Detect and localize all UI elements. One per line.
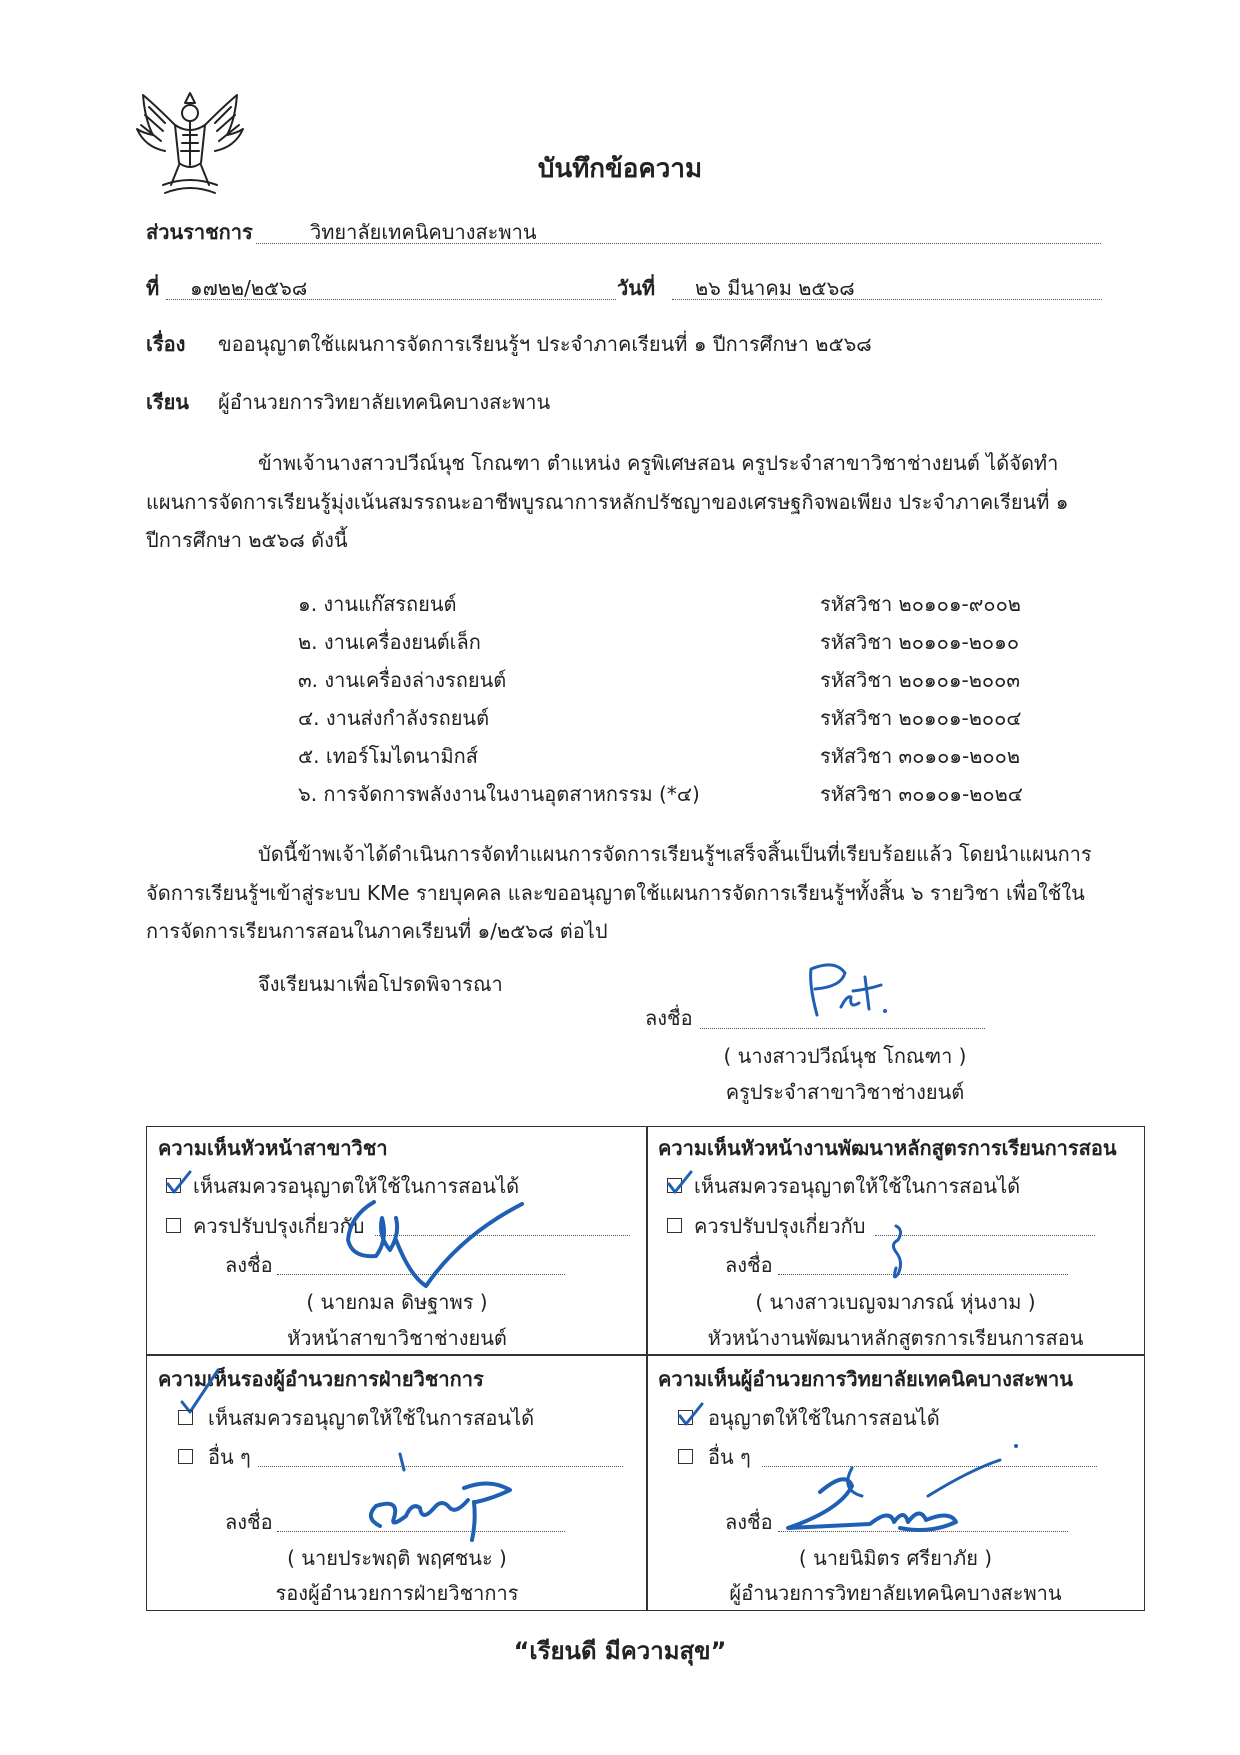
signer-name: ( นายกมล ดิษฐาพร ) <box>306 1290 488 1314</box>
para1-line-1: ข้าพเจ้านางสาวปวีณ์นุช โกณฑา ตำแหน่ง ครูพิเศษสอน ครูประจำสาขาวิชาช่างยนต์ ได้จัดทำ <box>258 451 1059 475</box>
curriculum-head-signature <box>882 1222 912 1286</box>
course-name: ๓. งานเครื่องล่างรถยนต์ <box>298 668 507 692</box>
author-name: ( นางสาวปวีณ์นุช โกณฑา ) <box>723 1044 967 1068</box>
department-head-signature <box>330 1196 530 1296</box>
approve-option-label: เห็นสมควรอนุญาตให้ใช้ในการสอนได้ <box>694 1174 1021 1198</box>
para2-line-1: บัดนี้ข้าพเจ้าได้ดำเนินการจัดทำแผนการจัดการเรียนรู้ฯเสร็จสิ้นเป็นที่เรียบร้อยแล้ว โดยนำแผนการ <box>258 842 1092 866</box>
signer-position: หัวหน้าสาขาวิชาช่างยนต์ <box>287 1326 507 1350</box>
page-title: บันทึกข้อความ <box>537 154 703 184</box>
director-signature <box>780 1440 1020 1540</box>
para1-line-2: แผนการจัดการเรียนรู้มุ่งเน้นสมรรถนะอาชีพบูรณาการหลักปรัชญาของเศรษฐกิจพอเพียง ประจำภาคเรียนที่ ๑ <box>146 490 1069 514</box>
course-code: รหัสวิชา ๒๐๑๐๑-๙๐๐๒ <box>820 592 1021 616</box>
course-code: รหัสวิชา ๓๐๑๐๑-๒๐๐๒ <box>820 744 1020 768</box>
course-code: รหัสวิชา ๒๐๑๐๑-๒๐๐๓ <box>820 668 1020 692</box>
subject-label: เรื่อง <box>146 332 186 356</box>
author-signature <box>795 955 905 1025</box>
course-name: ๑. งานแก๊สรถยนต์ <box>298 592 457 616</box>
opinion-heading: ความเห็นหัวหน้าสาขาวิชา <box>158 1136 388 1160</box>
check-mark-icon <box>665 1168 695 1196</box>
revise-option-label: ควรปรับปรุงเกี่ยวกับ <box>694 1214 866 1238</box>
signer-name: ( นายนิมิตร ศรียาภัย ) <box>798 1546 993 1570</box>
revise-option-label: ควรปรับปรุงเกี่ยวกับ <box>193 1214 365 1238</box>
other-checkbox[interactable] <box>678 1449 693 1464</box>
doc-no-label: ที่ <box>146 276 160 300</box>
signer-position: ผู้อำนวยการวิทยาลัยเทคนิคบางสะพาน <box>729 1581 1062 1605</box>
author-position: ครูประจำสาขาวิชาช่างยนต์ <box>725 1080 965 1104</box>
revise-checkbox[interactable] <box>667 1218 682 1233</box>
approve-option-label: อนุญาตให้ใช้ในการสอนได้ <box>708 1406 940 1430</box>
course-name: ๕. เทอร์โมไดนามิกส์ <box>298 744 478 768</box>
other-option-label: อื่น ๆ <box>708 1445 751 1469</box>
course-name: ๒. งานเครื่องยนต์เล็ก <box>298 630 481 654</box>
para1-line-3: ปีการศึกษา ๒๕๖๘ ดังนี้ <box>146 528 348 552</box>
approve-option-label: เห็นสมควรอนุญาตให้ใช้ในการสอนได้ <box>208 1406 535 1430</box>
author-sign-label: ลงชื่อ <box>645 1006 693 1030</box>
doc-no-value: ๑๗๒๒/๒๕๖๘ <box>190 276 308 300</box>
agency-value: วิทยาลัยเทคนิคบางสะพาน <box>310 220 537 244</box>
sign-label: ลงชื่อ <box>725 1253 773 1277</box>
signer-position: หัวหน้างานพัฒนาหลักสูตรการเรียนการสอน <box>707 1326 1084 1350</box>
approve-checkbox[interactable] <box>178 1410 193 1425</box>
sign-label: ลงชื่อ <box>725 1510 773 1534</box>
sign-dotted-line <box>778 1274 1068 1275</box>
para2-line-3: การจัดการเรียนการสอนในภาคเรียนที่ ๑/๒๕๖๘ ต่อไป <box>146 919 608 943</box>
deputy-director-signature <box>360 1442 530 1542</box>
to-label: เรียน <box>146 390 189 414</box>
other-option-label: อื่น ๆ <box>208 1445 251 1469</box>
revise-checkbox[interactable] <box>166 1218 181 1233</box>
signer-position: รองผู้อำนวยการฝ่ายวิชาการ <box>275 1581 519 1605</box>
course-name: ๖. การจัดการพลังงานในงานอุตสาหกรรม (*๔) <box>298 782 700 806</box>
para2-line-2: จัดการเรียนรู้ฯเข้าสู่ระบบ KMe รายบุคคล และขออนุญาตใช้แผนการจัดการเรียนรู้ฯทั้งสิ้น ๖ รายวิชา เพื่อใช้ใน <box>146 881 1085 905</box>
opinion-heading: ความเห็นหัวหน้างานพัฒนาหลักสูตรการเรียนการสอน <box>658 1136 1117 1160</box>
course-code: รหัสวิชา ๒๐๑๐๑-๒๐๑๐ <box>820 630 1020 654</box>
date-value: ๒๖ มีนาคม ๒๕๖๘ <box>695 276 855 300</box>
footer-motto: “เรียนดี มีความสุข” <box>513 1637 727 1665</box>
approve-option-label: เห็นสมควรอนุญาตให้ใช้ในการสอนได้ <box>193 1174 520 1198</box>
other-checkbox[interactable] <box>178 1449 193 1464</box>
sign-label: ลงชื่อ <box>225 1253 273 1277</box>
opinion-heading: ความเห็นรองผู้อำนวยการฝ่ายวิชาการ <box>158 1367 484 1391</box>
sign-label: ลงชื่อ <box>225 1510 273 1534</box>
check-mark-icon <box>164 1168 194 1196</box>
signer-name: ( นางสาวเบญจมาภรณ์ หุ่นงาม ) <box>755 1290 1036 1314</box>
course-name: ๔. งานส่งกำลังรถยนต์ <box>298 706 490 730</box>
course-code: รหัสวิชา ๒๐๑๐๑-๒๐๐๔ <box>820 706 1022 730</box>
garuda-emblem-icon <box>135 85 245 200</box>
agency-label: ส่วนราชการ <box>146 220 253 244</box>
opinion-heading: ความเห็นผู้อำนวยการวิทยาลัยเทคนิคบางสะพาน <box>658 1367 1073 1391</box>
course-code: รหัสวิชา ๓๐๑๐๑-๒๐๒๔ <box>820 782 1023 806</box>
subject-value: ขออนุญาตใช้แผนการจัดการเรียนรู้ฯ ประจำภาคเรียนที่ ๑ ปีการศึกษา ๒๕๖๘ <box>218 332 872 356</box>
to-value: ผู้อำนวยการวิทยาลัยเทคนิคบางสะพาน <box>218 390 551 414</box>
signer-name: ( นายประพฤติ พฤศชนะ ) <box>287 1546 507 1570</box>
closing-text: จึงเรียนมาเพื่อโปรดพิจารณา <box>258 972 503 996</box>
date-label: วันที่ <box>617 276 656 300</box>
check-mark-icon <box>676 1400 706 1428</box>
author-sign-dotted-line <box>700 1028 985 1029</box>
